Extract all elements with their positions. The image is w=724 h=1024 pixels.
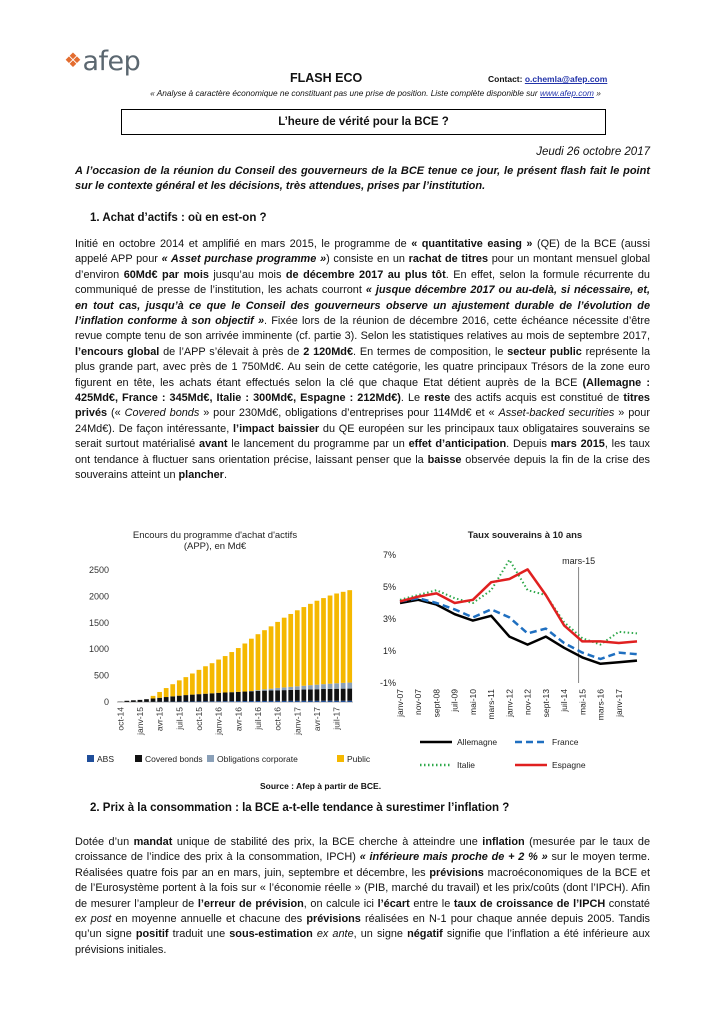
legend-label: ABS (97, 754, 115, 764)
bar-segment (177, 696, 182, 702)
bar-segment (295, 701, 300, 702)
bar-segment (170, 684, 175, 696)
bar-segment (282, 690, 287, 701)
bar-segment (256, 690, 261, 691)
x-tick-label: juil-15 (174, 707, 185, 730)
x-tick-label: juil-17 (331, 707, 342, 730)
bar-segment (321, 684, 326, 689)
bar-segment (236, 648, 241, 692)
bar-segment (183, 695, 188, 701)
x-tick-label: juil-14 (559, 689, 570, 712)
logo-text: afep (82, 46, 141, 77)
bar-segment (315, 601, 320, 685)
legend-label: Espagne (552, 760, 586, 770)
bar-segment (124, 701, 129, 702)
bar-segment (190, 673, 195, 694)
bar-segment (288, 701, 293, 702)
x-tick-label: janv-16 (213, 707, 224, 735)
bar-segment (157, 692, 162, 698)
bar-segment (275, 690, 280, 701)
tagline-text: « Analyse à caractère économique ne constituant pas une prise de position. Liste complète disponible sur (150, 88, 540, 98)
y-tick-label: -1% (379, 678, 396, 688)
bar-segment (328, 596, 333, 684)
series-line (400, 600, 637, 664)
bar-segment (341, 683, 346, 689)
annotation-label: mars-15 (562, 556, 596, 566)
bar-segment (210, 693, 215, 701)
series-line (400, 598, 637, 659)
section-1-heading: 1. Achat d’actifs : où en est-on ? (90, 212, 267, 224)
section-2-paragraph: Dotée d’un mandat unique de stabilité des prix, la BCE cherche à atteindre une inflation (mesurée par le taux de croissance de l’indice des prix à la consommation, IPCH) « inférieure mais proche de + 2 % » sur le moyen terme. Réalisées quatre fois par an en mars, juin, septembre et décembre, les prévisions macroéconomiques de la BCE et de l’Eurosystème portent à la fois sur « l’économie réelle » (PIB, marché du travail) et les prix/coûts (dont l’IPCH). Afin de mesurer l’ampleur de l’erreur de prévision, on calcule ici l’écart entre le taux de croissance de l’IPCH constaté ex post en moyenne annuelle et chacune des prévisions réalisées en N-1 pour chaque année depuis 2005. Tandis qu’un signe positif traduit une sous-estimation ex ante, un signe négatif signifie que l’inflation a été inférieure aux prévisions initiales. (75, 836, 651, 956)
bar-segment (315, 689, 320, 701)
bar-segment (216, 660, 221, 693)
bar-segment (138, 700, 143, 702)
bar-segment (164, 688, 169, 697)
bar-segment (151, 696, 156, 699)
bar-segment (334, 701, 339, 702)
x-tick-label: janv-15 (134, 707, 145, 735)
bar-segment (308, 604, 313, 685)
bar-segment (197, 694, 202, 701)
x-tick-label: juil-09 (449, 689, 460, 712)
bar-segment (308, 689, 313, 700)
section-2-heading: 2. Prix à la consommation : la BCE a-t-elle tendance à surestimer l’inflation ? (90, 802, 510, 814)
bar-segment (256, 634, 261, 690)
bar-segment (223, 692, 228, 701)
bar-segment (197, 701, 202, 702)
legend-swatch (337, 755, 344, 762)
bar-segment (334, 683, 339, 688)
bar-segment (341, 592, 346, 683)
bar-segment (347, 701, 352, 702)
chart-app-title (95, 530, 335, 552)
bar-segment (347, 689, 352, 701)
x-tick-label: janv-12 (504, 689, 515, 717)
bar-segment (249, 701, 254, 702)
bar-segment (210, 663, 215, 693)
afep-website-link[interactable]: www.afep.com (540, 88, 594, 98)
x-tick-label: nov-12 (522, 689, 533, 715)
y-tick-label: 3% (382, 614, 396, 624)
bar-segment (301, 690, 306, 701)
afep-logo (64, 46, 140, 77)
bar-segment (328, 684, 333, 689)
bar-segment (242, 701, 247, 702)
bar-segment (216, 693, 221, 701)
bar-segment (321, 689, 326, 701)
logo-mark-icon: ❖ (64, 48, 82, 72)
bar-segment (242, 643, 247, 691)
bar-segment (249, 691, 254, 701)
contact-email-link[interactable]: o.chemla@afep.com (524, 74, 608, 84)
x-tick-label: oct-16 (272, 707, 283, 731)
bar-segment (347, 590, 352, 682)
bar-segment (269, 701, 274, 702)
bar-segment (347, 683, 352, 689)
bar-segment (151, 699, 156, 702)
y-tick-label: 2000 (88, 591, 109, 602)
bar-segment (308, 685, 313, 689)
x-tick-label: oct-14 (115, 707, 126, 731)
bar-segment (229, 652, 234, 692)
bar-segment (275, 701, 280, 702)
bar-segment (190, 695, 195, 702)
bar-segment (328, 701, 333, 702)
x-tick-label: oct-15 (193, 707, 204, 731)
contact (488, 74, 607, 84)
bar-segment (203, 701, 208, 702)
bar-segment (269, 626, 274, 688)
bar-segment (131, 700, 136, 702)
bar-segment (229, 692, 234, 701)
bar-segment (334, 593, 339, 683)
legend-label: Obligations corporate (217, 754, 298, 764)
bar-segment (301, 607, 306, 686)
bar-segment (341, 689, 346, 701)
legend-swatch (87, 755, 94, 762)
x-tick-label: mai-15 (577, 689, 588, 715)
bar-segment (275, 688, 280, 690)
y-tick-label: 7% (382, 550, 396, 560)
bar-segment (315, 701, 320, 702)
legend-swatch (135, 755, 142, 762)
bar-segment (242, 692, 247, 702)
bar-segment (183, 677, 188, 695)
chart-source: Source : Afep à partir de BCE. (260, 781, 382, 791)
chart-app-holdings (75, 560, 371, 780)
bar-segment (190, 701, 195, 702)
bar-segment (321, 701, 326, 702)
legend-label: France (552, 737, 579, 747)
bar-segment (177, 680, 182, 695)
bar-segment (262, 689, 267, 690)
bar-segment (288, 687, 293, 690)
section-1-paragraph: Initié en octobre 2014 et amplifié en mars 2015, le programme de « quantitative easing » (QE) de la BCE (aussi appelé APP pour « Asset purchase programme ») consiste en un rachat de titres pour un montant mensuel global d’environ 60Md€ par mois jusqu’au mois de décembre 2017 au plus tôt. En effet, selon la formule récurrente du communiqué de presse de l’institution, les achats courront « jusque décembre 2017 ou au-delà, si nécessaire, et, en tout cas, jusqu’à ce que le Conseil des gouverneurs observe un ajustement durable de l’évolution de l’inflation conforme à son objectif ». Fixée lors de la réunion de décembre 2016, cette échéance nécessite d’être revue compte tenu de son arrivée imminente (cf. partie 3). Selon les statistiques relatives au mois de septembre 2017, l’encours global de l’APP s’élevait à près de 2 120Md€. En termes de composition, le secteur public représente la plus grande part, avec près de 1 750Md€. Au sein de cette catégorie, les quatre principaux Trésors de la zone euro figurent en tête, les achats étant effectués selon la clé que chaque Etat détient auprès de la BCE (Allemagne : 425Md€, France : 345Md€, Italie : 300Md€, Espagne : 212Md€). Le reste des actifs acquis est constitué de titres privés (« Covered bonds » pour 230Md€, obligations d’entreprises pour 114Md€ et « Asset-backed securities » pour 24Md€). De façon intéressante, l’impact baissier du QE européen sur les principaux taux obligataires souverains se serait surtout matérialisé avant le lancement du programme par un effet d’anticipation. Depuis mars 2015, les taux ont tendance à fluctuer sans orientation précise, laissant penser que la baisse observée depuis la fin de la crise des souverains atteint un plancher. (75, 238, 651, 482)
bar-segment (262, 630, 267, 689)
legend-label: Public (347, 754, 371, 764)
tagline (123, 88, 628, 98)
legend-label: Allemagne (457, 737, 498, 747)
x-tick-label: mai-10 (467, 689, 478, 715)
bar-segment (164, 697, 169, 702)
chart-app-title-line2: (APP), en Md€ (183, 541, 247, 552)
x-tick-label: janv-17 (613, 689, 624, 717)
x-tick-label: mars-16 (595, 689, 606, 721)
bar-segment (203, 666, 208, 693)
y-tick-label: 500 (93, 670, 109, 681)
x-tick-label: janv-17 (292, 707, 303, 735)
bar-segment (321, 598, 326, 684)
bar-segment (295, 686, 300, 689)
legend-label: Italie (457, 760, 475, 770)
tagline-end: » (593, 88, 601, 98)
chart-yields-title: Taux souverains à 10 ans (467, 530, 583, 541)
x-tick-label: nov-07 (413, 689, 424, 715)
x-tick-label: sept-08 (431, 689, 442, 718)
x-tick-label: avr-15 (154, 707, 165, 732)
y-tick-label: 1% (382, 646, 396, 656)
y-tick-label: 1500 (88, 617, 109, 628)
bar-segment (157, 698, 162, 702)
series-line (400, 569, 637, 643)
bar-segment (328, 689, 333, 701)
intro-paragraph: A l’occasion de la réunion du Conseil des gouverneurs de la BCE tenue ce jour, le présent flash fait le point sur le contexte général et les décisions, très attendues, prises par l’institution. (75, 165, 650, 192)
bar-segment (223, 656, 228, 692)
chart-app-title-line1: Encours du programme d'achat d'actifs (132, 530, 298, 541)
y-tick-label: 1000 (88, 644, 109, 655)
bar-segment (249, 639, 254, 691)
y-tick-label: 0 (103, 697, 109, 707)
bar-segment (308, 701, 313, 702)
bar-segment (275, 622, 280, 688)
bar-segment (203, 694, 208, 702)
bar-segment (197, 670, 202, 694)
bar-segment (269, 689, 274, 691)
flash-eco-label: FLASH ECO (290, 71, 363, 85)
x-tick-label: mars-11 (486, 689, 497, 720)
x-tick-label: janv-07 (395, 689, 405, 717)
bar-segment (262, 691, 267, 701)
bar-segment (144, 699, 149, 702)
bar-segment (295, 610, 300, 686)
x-tick-label: avr-16 (233, 707, 244, 732)
bar-segment (170, 696, 175, 701)
legend-label: Covered bonds (145, 754, 203, 764)
y-tick-label: 2500 (88, 565, 109, 575)
bar-segment (210, 701, 215, 702)
bar-segment (282, 618, 287, 688)
bar-segment (315, 685, 320, 690)
x-tick-label: juil-16 (252, 707, 263, 730)
bar-segment (236, 701, 241, 702)
x-tick-label: sept-13 (540, 689, 551, 718)
bar-segment (256, 691, 261, 701)
document-title: L’heure de vérité pour la BCE ? (121, 109, 606, 135)
bar-segment (301, 701, 306, 702)
chart-sovereign-yields (365, 545, 655, 780)
bar-segment (341, 701, 346, 702)
bar-segment (216, 701, 221, 702)
bar-segment (288, 614, 293, 687)
legend-swatch (207, 755, 214, 762)
bar-segment (282, 701, 287, 702)
document-date: Jeudi 26 octobre 2017 (536, 146, 650, 158)
bar-segment (256, 701, 261, 702)
contact-label: Contact: (488, 74, 523, 84)
bar-segment (295, 690, 300, 701)
bar-segment (301, 686, 306, 690)
bar-segment (236, 692, 241, 701)
bar-segment (229, 701, 234, 702)
bar-segment (269, 690, 274, 700)
bar-segment (334, 689, 339, 701)
bar-segment (262, 701, 267, 702)
y-tick-label: 5% (382, 582, 396, 592)
x-tick-label: avr-17 (311, 707, 322, 732)
bar-segment (288, 690, 293, 701)
bar-segment (282, 687, 287, 690)
bar-segment (223, 701, 228, 702)
